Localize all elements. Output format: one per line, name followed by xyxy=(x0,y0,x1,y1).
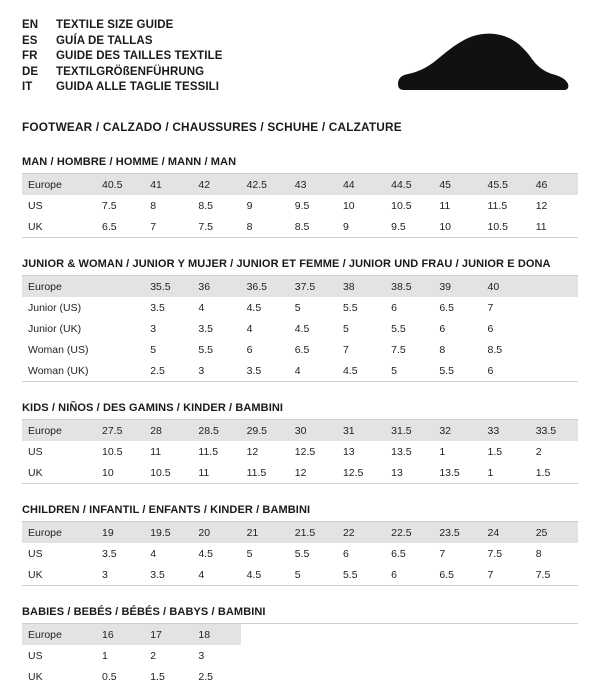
cell: 10.5 xyxy=(487,220,508,233)
cell: 5 xyxy=(150,343,157,356)
cell: 42.5 xyxy=(241,174,289,195)
cell xyxy=(433,666,481,687)
cell: 43 xyxy=(289,174,337,195)
cell xyxy=(385,624,433,645)
cell: 3 xyxy=(198,364,205,377)
cell: 40.5 xyxy=(96,174,144,195)
cell: 21.5 xyxy=(289,522,337,543)
cell: 8 xyxy=(246,220,253,233)
cell xyxy=(96,360,144,381)
cell xyxy=(385,645,433,666)
cell: 6.5 xyxy=(102,220,117,233)
cell: 4.5 xyxy=(294,322,310,335)
cell: 36 xyxy=(192,276,240,297)
cell: 21 xyxy=(241,522,289,543)
table-row xyxy=(22,645,578,666)
section-title: MAN / HOMBRE / HOMME / MANN / MAN xyxy=(22,156,578,174)
cell: 10.5 xyxy=(150,466,171,479)
header xyxy=(22,18,578,104)
cell xyxy=(241,624,289,645)
language-title: GUÍA DE TALLAS xyxy=(56,34,153,47)
cell: 12.5 xyxy=(342,466,364,479)
cell: 23.5 xyxy=(433,522,481,543)
table-row xyxy=(22,441,578,462)
cell: 33.5 xyxy=(530,420,578,441)
row-label: US xyxy=(28,199,43,212)
table-row xyxy=(22,543,578,564)
cell: 9 xyxy=(342,220,349,233)
cell xyxy=(289,666,337,687)
cell: 10.5 xyxy=(102,445,123,458)
cell: 5 xyxy=(294,301,301,314)
cell: 13.5 xyxy=(439,466,460,479)
section-babies xyxy=(22,606,578,687)
cell: 42 xyxy=(192,174,240,195)
cell: 5 xyxy=(294,568,301,581)
row-divider xyxy=(22,483,578,484)
cell: 1.5 xyxy=(487,445,503,458)
cell: 0.5 xyxy=(102,670,117,683)
cell xyxy=(337,624,385,645)
section-kids xyxy=(22,402,578,484)
cell: 4 xyxy=(150,547,157,560)
size-table-man xyxy=(22,174,578,238)
cell: 1 xyxy=(487,466,494,479)
cell: 13 xyxy=(342,445,355,458)
cell: 8 xyxy=(535,547,542,560)
cell: 7 xyxy=(487,568,494,581)
cell: 3.5 xyxy=(150,301,165,314)
cell: 1.5 xyxy=(150,670,165,683)
table-row xyxy=(22,624,578,645)
cell: 20 xyxy=(192,522,240,543)
cell xyxy=(289,624,337,645)
section-title: KIDS / NIÑOS / DES GAMINS / KINDER / BAMBINI xyxy=(22,402,578,420)
table-row xyxy=(22,297,578,318)
cell: 10 xyxy=(439,220,451,233)
cell xyxy=(482,666,530,687)
language-title: TEXTILE SIZE GUIDE xyxy=(56,19,174,31)
cell: 3 xyxy=(150,322,157,335)
language-title: GUIDA ALLE TAGLIE TESSILI xyxy=(56,81,220,93)
cell: 32 xyxy=(433,420,481,441)
cell xyxy=(337,645,385,666)
cell: 5.5 xyxy=(342,301,358,314)
cell xyxy=(482,624,530,645)
cell xyxy=(96,276,144,297)
cell: 11 xyxy=(198,466,210,479)
cell: 6.5 xyxy=(391,547,406,560)
cell: 1 xyxy=(439,445,446,458)
language-code: IT xyxy=(22,81,33,93)
cell: 7.5 xyxy=(487,547,503,560)
cell xyxy=(482,645,530,666)
cell: 6 xyxy=(246,343,253,356)
cell: 7.5 xyxy=(102,199,117,212)
cell xyxy=(289,645,337,666)
cell: 7.5 xyxy=(391,343,406,356)
cell: 39 xyxy=(433,276,481,297)
cell: 9 xyxy=(246,199,253,212)
cell: 11 xyxy=(150,445,162,458)
section-title: CHILDREN / INFANTIL / ENFANTS / KINDER / BAMBINI xyxy=(22,504,578,522)
table-row xyxy=(22,318,578,339)
cell: 6 xyxy=(391,568,397,581)
section-title: JUNIOR & WOMAN / JUNIOR Y MUJER / JUNIOR ET FEMME / JUNIOR UND FRAU / JUNIOR E DONA xyxy=(22,258,578,276)
cell: 5.5 xyxy=(391,322,406,335)
cell: 2 xyxy=(535,445,542,458)
cell: 44 xyxy=(337,174,385,195)
row-label: UK xyxy=(28,220,43,233)
cell: 9.5 xyxy=(294,199,310,212)
cell: 6 xyxy=(391,301,397,314)
cell xyxy=(530,645,578,666)
table-row xyxy=(22,339,578,360)
cell: 2.5 xyxy=(150,364,165,377)
cell: 1 xyxy=(102,649,108,662)
section-man xyxy=(22,156,578,238)
cell: 25 xyxy=(530,522,578,543)
language-code: ES xyxy=(22,34,38,47)
cell xyxy=(530,276,578,297)
row-divider xyxy=(22,237,578,238)
cell: 9.5 xyxy=(391,220,406,233)
table-row xyxy=(22,666,578,687)
language-title: GUIDE DES TAILLES TEXTILE xyxy=(56,50,223,62)
cell: 4.5 xyxy=(246,568,262,581)
cell: 28.5 xyxy=(192,420,240,441)
language-title: TEXTILGRÖßENFÜHRUNG xyxy=(56,65,205,78)
cell: 5.5 xyxy=(439,364,454,377)
size-table-children xyxy=(22,522,578,586)
cell: 4.5 xyxy=(342,364,358,377)
cell: 6 xyxy=(342,547,349,560)
table-row xyxy=(22,195,578,216)
cell: 3.5 xyxy=(150,568,165,581)
cell: 10.5 xyxy=(391,199,412,212)
cell: 41 xyxy=(144,174,192,195)
size-table-babies xyxy=(22,624,578,687)
cell: 18 xyxy=(192,624,240,645)
cell: 30 xyxy=(289,420,337,441)
cell: 29.5 xyxy=(241,420,289,441)
row-label: UK xyxy=(28,670,43,683)
table-row xyxy=(22,420,578,441)
row-label: Europe xyxy=(22,624,96,645)
row-label: Europe xyxy=(22,420,96,441)
cell xyxy=(337,666,385,687)
table-row xyxy=(22,564,578,585)
cell: 4 xyxy=(198,301,205,314)
cell: 22 xyxy=(337,522,385,543)
table-row xyxy=(22,174,578,195)
cell: 8.5 xyxy=(198,199,213,212)
cell: 3 xyxy=(102,568,108,581)
cell: 27.5 xyxy=(96,420,144,441)
cell: 5 xyxy=(391,364,397,377)
row-label: Woman (US) xyxy=(28,343,89,356)
cell: 24 xyxy=(482,522,530,543)
row-label: US xyxy=(28,649,43,662)
cell: 13 xyxy=(391,466,403,479)
cell: 8.5 xyxy=(487,343,503,356)
size-table-kids xyxy=(22,420,578,484)
cell: 5.5 xyxy=(294,547,310,560)
cell: 7 xyxy=(439,547,446,560)
row-label: Europe xyxy=(22,174,96,195)
cell: 11.5 xyxy=(198,445,219,458)
cell: 4 xyxy=(198,568,205,581)
cell: 36.5 xyxy=(241,276,289,297)
cell xyxy=(433,645,481,666)
cell: 13.5 xyxy=(391,445,412,458)
cell: 3.5 xyxy=(246,364,262,377)
table-row xyxy=(22,276,578,297)
cell: 31.5 xyxy=(385,420,433,441)
cell: 33 xyxy=(482,420,530,441)
table-row xyxy=(22,216,578,237)
row-label: Junior (UK) xyxy=(28,322,82,335)
cell: 7 xyxy=(342,343,349,356)
cell: 6.5 xyxy=(294,343,310,356)
cell: 8.5 xyxy=(294,220,310,233)
cell: 7.5 xyxy=(535,568,551,581)
cell: 38.5 xyxy=(385,276,433,297)
cell: 4.5 xyxy=(246,301,262,314)
cell xyxy=(530,339,578,360)
cell: 10 xyxy=(102,466,114,479)
row-label: Europe xyxy=(22,522,96,543)
dress-shoe-icon xyxy=(392,28,572,98)
cell: 6 xyxy=(487,364,494,377)
cell: 2 xyxy=(150,649,157,662)
cell: 6.5 xyxy=(439,301,454,314)
cell: 10 xyxy=(342,199,355,212)
cell: 38 xyxy=(337,276,385,297)
row-label: Europe xyxy=(22,276,96,297)
cell xyxy=(96,318,144,339)
row-divider xyxy=(22,381,578,382)
section-junior-woman xyxy=(22,258,578,382)
cell: 7 xyxy=(487,301,494,314)
cell: 6 xyxy=(487,322,494,335)
cell: 3.5 xyxy=(198,322,213,335)
cell xyxy=(530,624,578,645)
row-label: Junior (US) xyxy=(28,301,82,314)
cell: 5 xyxy=(246,547,253,560)
cell xyxy=(96,339,144,360)
cell: 11 xyxy=(535,220,547,233)
cell: 1.5 xyxy=(535,466,551,479)
table-row xyxy=(22,360,578,381)
cell: 40 xyxy=(482,276,530,297)
cell: 44.5 xyxy=(385,174,433,195)
cell xyxy=(530,360,578,381)
cell: 4 xyxy=(294,364,301,377)
cell: 11.5 xyxy=(246,466,267,479)
cell xyxy=(241,666,289,687)
cell: 45.5 xyxy=(482,174,530,195)
cell: 5 xyxy=(342,322,349,335)
table-row xyxy=(22,522,578,543)
cell: 37.5 xyxy=(289,276,337,297)
language-code: EN xyxy=(22,19,39,31)
language-code: FR xyxy=(22,50,38,62)
cell: 12 xyxy=(535,199,548,212)
section-title: BABIES / BEBÉS / BÉBÉS / BABYS / BAMBINI xyxy=(22,606,578,624)
cell: 12.5 xyxy=(294,445,316,458)
cell: 4 xyxy=(246,322,253,335)
cell: 8 xyxy=(150,199,157,212)
cell: 5.5 xyxy=(198,343,213,356)
cell xyxy=(530,666,578,687)
cell xyxy=(530,318,578,339)
cell: 46 xyxy=(530,174,578,195)
cell: 3.5 xyxy=(102,547,117,560)
row-label: US xyxy=(28,547,43,560)
cell: 35.5 xyxy=(144,276,192,297)
cell xyxy=(530,297,578,318)
cell: 7.5 xyxy=(198,220,213,233)
row-divider xyxy=(22,585,578,586)
cell: 7 xyxy=(150,220,157,233)
row-label: US xyxy=(28,445,43,458)
cell: 4.5 xyxy=(198,547,213,560)
cell: 8 xyxy=(439,343,446,356)
row-label: UK xyxy=(28,568,43,581)
cell: 28 xyxy=(144,420,192,441)
cell xyxy=(385,666,433,687)
cell: 45 xyxy=(433,174,481,195)
cell: 5.5 xyxy=(342,568,358,581)
row-label: Woman (UK) xyxy=(28,364,89,377)
cell: 16 xyxy=(96,624,144,645)
cell: 2.5 xyxy=(198,670,213,683)
cell: 17 xyxy=(144,624,192,645)
cell: 6 xyxy=(439,322,446,335)
cell: 3 xyxy=(198,649,205,662)
cell: 19 xyxy=(96,522,144,543)
cell: 6.5 xyxy=(439,568,454,581)
language-code: DE xyxy=(22,65,39,78)
row-label: UK xyxy=(28,466,43,479)
footwear-category-title: FOOTWEAR / CALZADO / CHAUSSURES / SCHUHE / CALZATURE xyxy=(22,120,402,134)
cell: 12 xyxy=(294,466,307,479)
cell: 11.5 xyxy=(487,199,508,212)
section-children xyxy=(22,504,578,586)
table-row xyxy=(22,462,578,483)
cell xyxy=(96,297,144,318)
cell: 31 xyxy=(337,420,385,441)
cell: 12 xyxy=(246,445,259,458)
size-table-junior-woman xyxy=(22,276,578,382)
cell xyxy=(433,624,481,645)
cell: 19.5 xyxy=(144,522,192,543)
cell: 22.5 xyxy=(385,522,433,543)
cell: 11 xyxy=(439,199,451,212)
cell xyxy=(241,645,289,666)
